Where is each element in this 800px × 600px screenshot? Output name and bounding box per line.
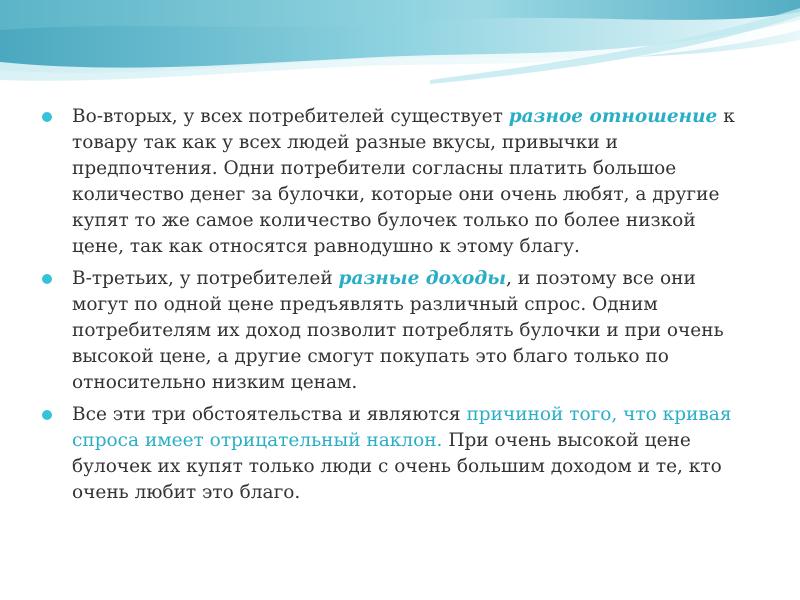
slide-body [40, 104, 752, 512]
bullet-3-text-end: При очень высокой цене булочек их купят только люди с очень большим доходом и те, кто очень любит это благо. [72, 430, 722, 503]
bullet-dot-icon [42, 410, 52, 420]
bullet-item-3 [40, 402, 752, 506]
bullet-2-text-end: , и поэтому все они могут по одной цене предъявлять различный спрос. Одним потребителям их доход позволит потреблять булочки и при очень высокой цене, а другие смогут покупать это благо только по относительно низким ценам. [72, 268, 724, 393]
bullet-3-text-start: Все эти три обстоятельства и являются [72, 404, 467, 425]
bullet-dot-icon [42, 274, 52, 284]
bullet-1-text-start: Во-вторых, у всех потребителей существует [72, 106, 509, 127]
bullet-1-highlight: разное отношение [508, 106, 718, 127]
bullet-2-text-start: В-третьих, у потребителей [72, 268, 339, 289]
bullet-3-highlight: причиной того, что кривая спроса имеет отрицательный наклон. [72, 404, 732, 451]
header-wave-decoration [0, 0, 800, 100]
bullet-2-highlight: разные доходы [338, 268, 507, 289]
bullet-item-1 [40, 104, 752, 260]
bullet-item-2 [40, 266, 752, 396]
bullet-dot-icon [42, 112, 52, 122]
bullet-1-text-end: к товару так как у всех людей разные вкусы, привычки и предпочтения. Одни потребители согласны платить большое количество денег за булочки, которые они очень любят, а другие купят то же самое количество булочек только по более низкой цене, так как относятся равнодушно к этому благу. [72, 106, 735, 257]
